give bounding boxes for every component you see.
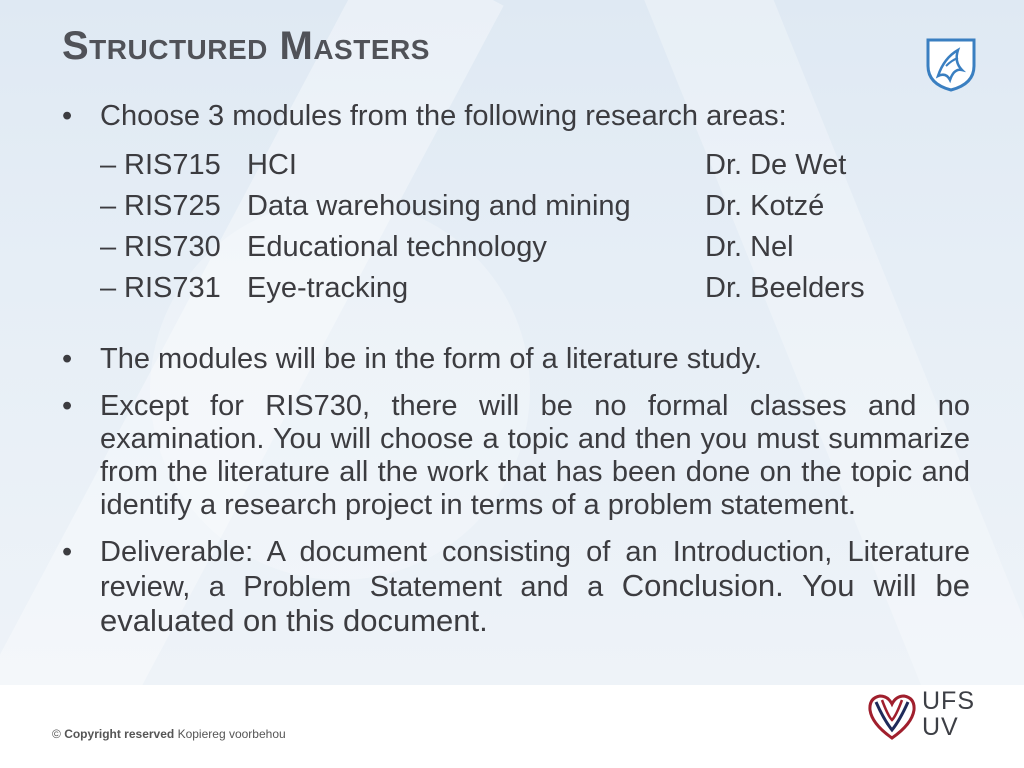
- module-lecturer: Dr. Kotzé: [705, 190, 825, 222]
- module-code: RIS715: [124, 149, 221, 181]
- bullet-text: Except for RIS730, there will be no formal classes and no examination. You will choose a topic and then you must summarize from the literature all the work that has been done on the topic and identify a research project in terms of a problem statement.: [100, 390, 970, 521]
- ufs-logo-text: [922, 688, 975, 740]
- module-name: Educational technology: [247, 231, 547, 263]
- module-lecturer: Dr. Beelders: [705, 272, 865, 304]
- copyright-symbol: ©: [52, 727, 61, 741]
- module-lecturer: Dr. Nel: [705, 231, 794, 263]
- module-code: RIS725: [124, 190, 221, 222]
- module-list: [100, 145, 970, 309]
- module-name: Data warehousing and mining: [247, 190, 631, 222]
- module-dash: –: [100, 149, 117, 181]
- module-dash: –: [100, 231, 117, 263]
- university-crest-icon: [924, 36, 978, 92]
- bullet-marker: •: [62, 343, 73, 375]
- slide-title: Structured Masters: [62, 24, 430, 68]
- ufs-heart-logo-icon: [866, 690, 918, 742]
- bullet-no-formal-classes: [58, 390, 970, 522]
- bullet-marker: •: [62, 390, 73, 422]
- module-name: HCI: [247, 149, 297, 181]
- module-dash: –: [100, 190, 117, 222]
- bullet-deliverable: [58, 536, 970, 639]
- bullet-text-continued: Conclusion. You will be evaluated on this document.: [100, 568, 971, 638]
- bullet-text: Choose 3 modules from the following research areas:: [100, 100, 787, 132]
- logo-text-line1: UFS: [922, 687, 975, 715]
- bullet-text: Deliverable: A document consisting of an Introduction, Literature review, a Problem Statement and a: [100, 536, 970, 603]
- spacer: [58, 309, 970, 343]
- bullet-choose-modules: [58, 100, 970, 133]
- bullet-marker: •: [62, 100, 73, 132]
- bullet-marker: •: [62, 536, 73, 568]
- copyright-afrikaans: Kopiereg voorbehou: [177, 727, 286, 741]
- module-code: RIS730: [124, 231, 221, 263]
- bullet-text: The modules will be in the form of a literature study.: [100, 343, 762, 375]
- slide-content: [58, 100, 970, 653]
- logo-text-line2: UV: [922, 713, 959, 741]
- module-lecturer: Dr. De Wet: [705, 149, 847, 181]
- copyright-notice: [52, 727, 286, 741]
- module-code: RIS731: [124, 272, 221, 304]
- bullet-literature-study: [58, 343, 970, 376]
- module-name: Eye-tracking: [247, 272, 409, 304]
- copyright-bold: Copyright reserved: [64, 727, 175, 741]
- module-dash: –: [100, 272, 117, 304]
